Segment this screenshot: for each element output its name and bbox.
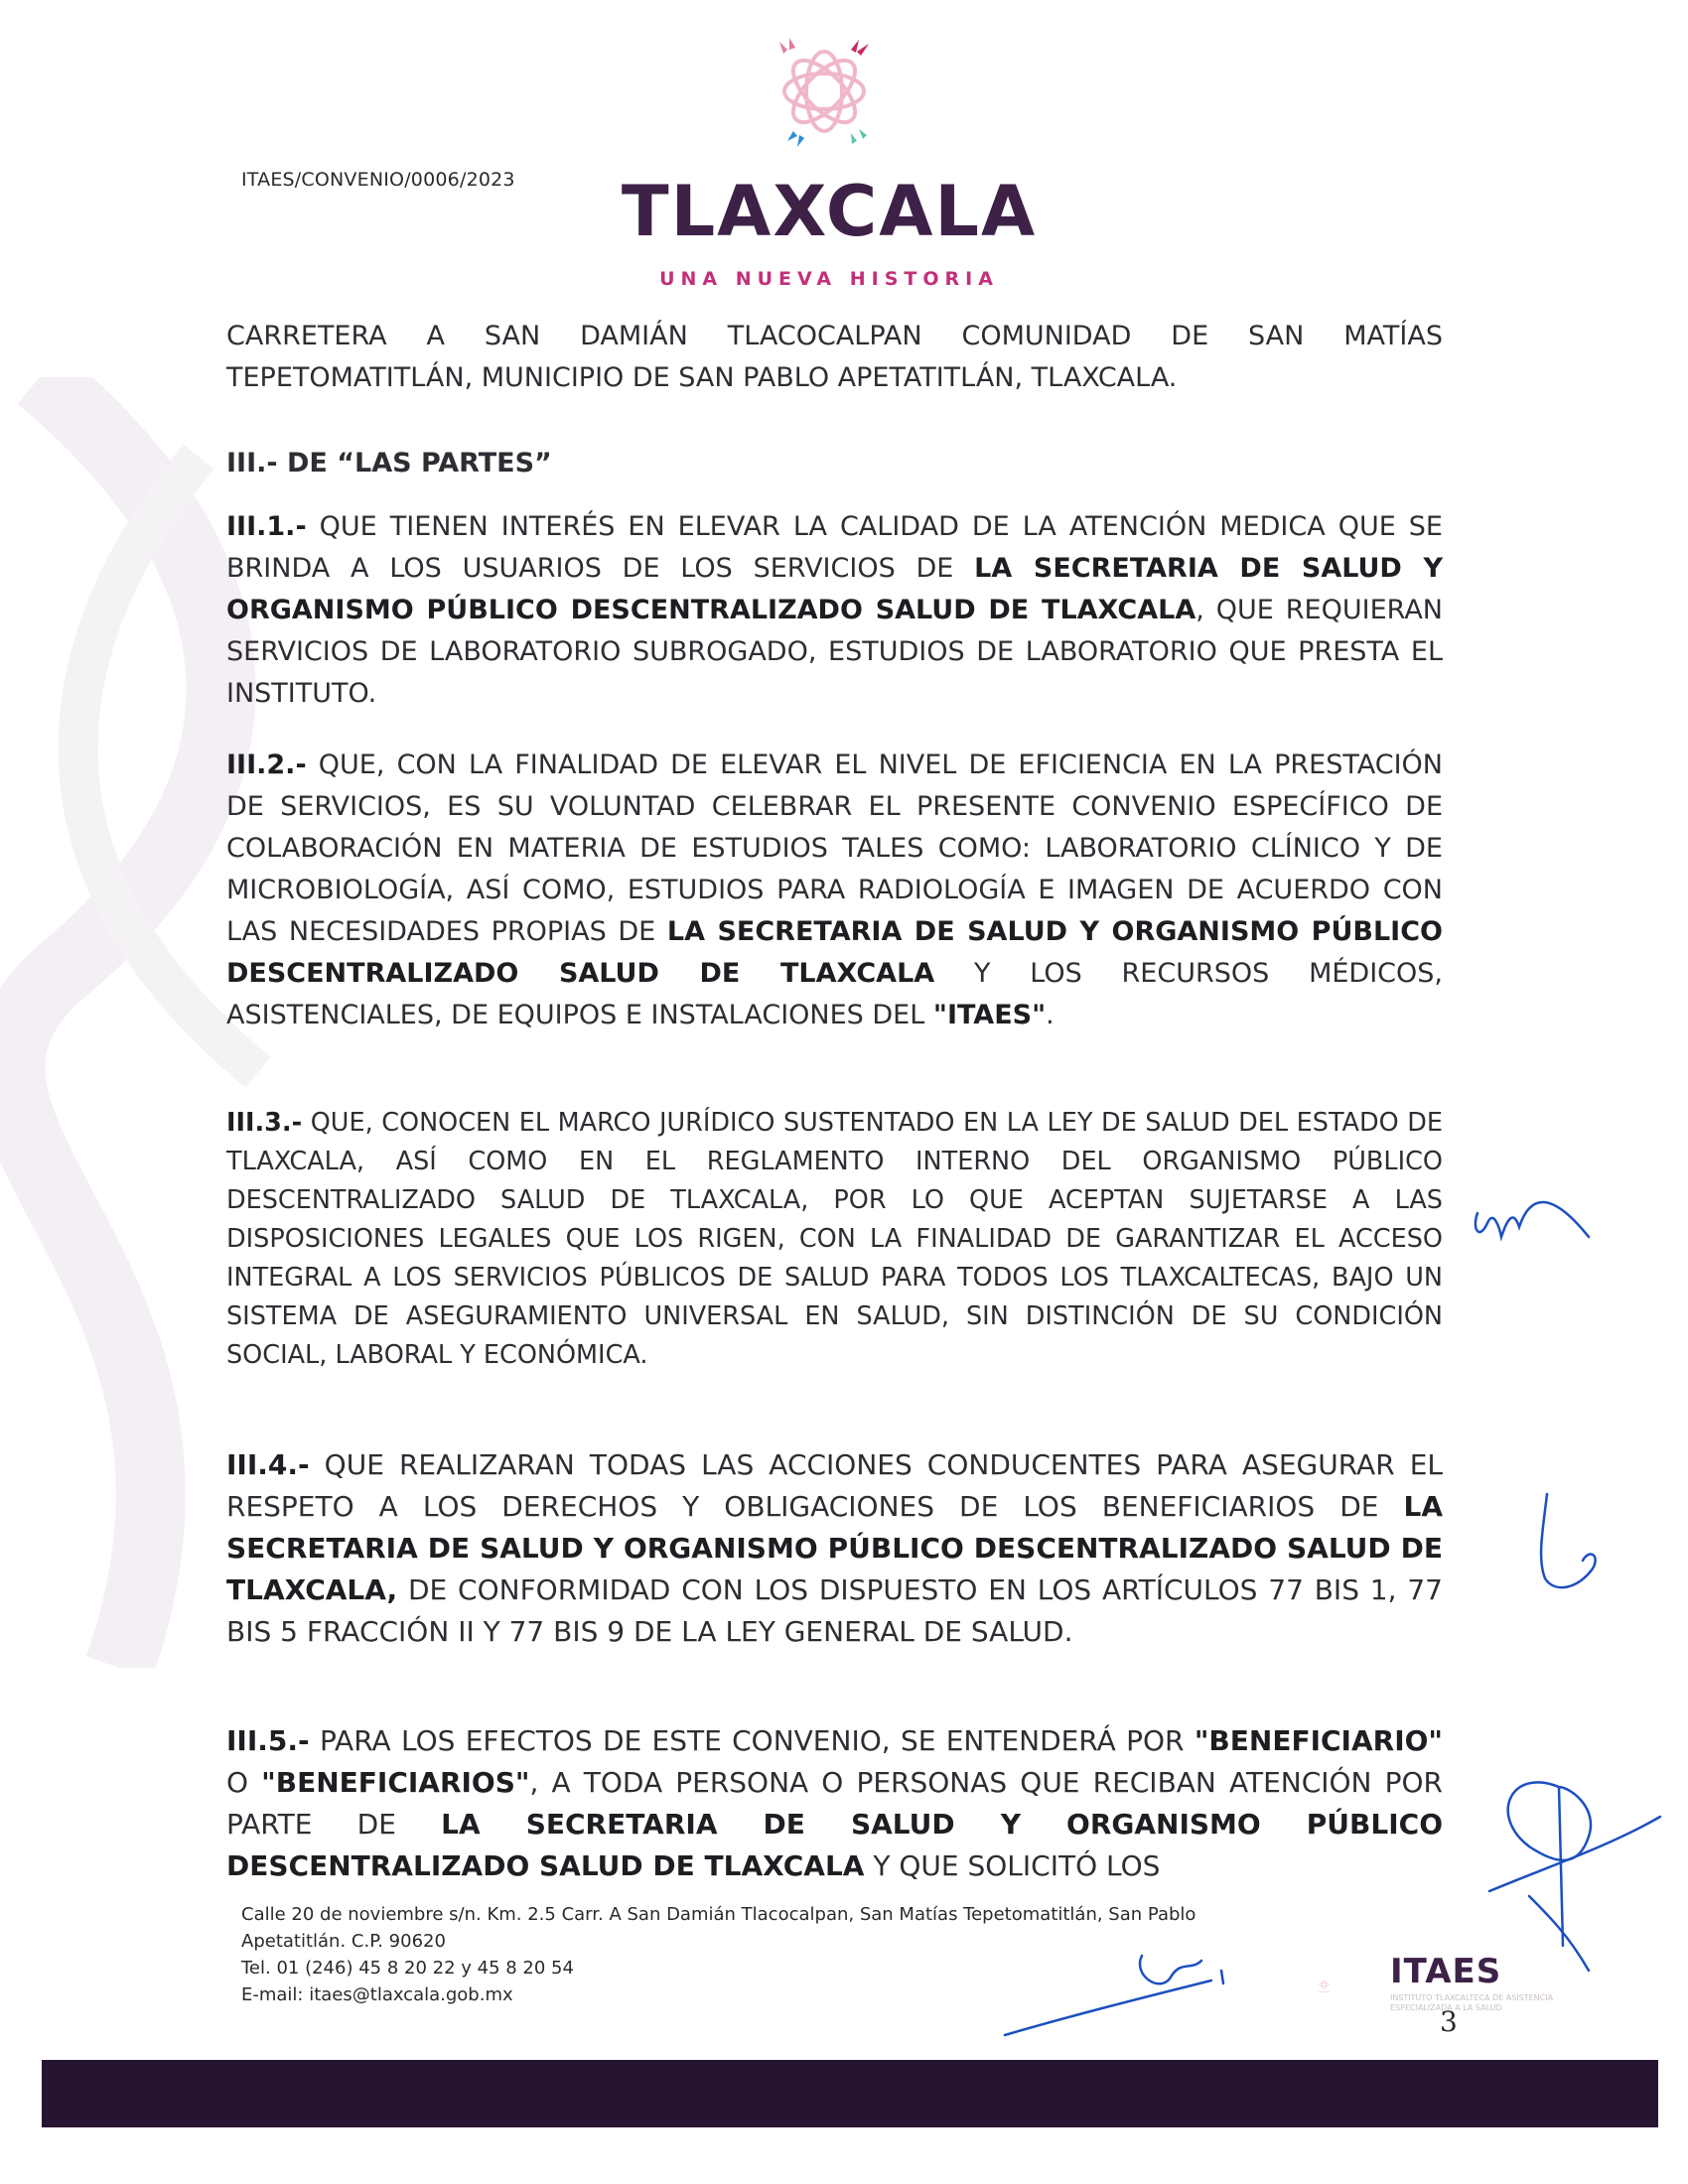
clause-iii-1: III.1.- QUE TIENEN INTERÉS EN ELEVAR LA CALIDAD DE LA ATENCIÓN MEDICA QUE SE BRINDA A LOS USUARIOS DE LOS SERVICIOS DE LA SECRETARIA DE SALUD Y ORGANISMO PÚBLICO DESCENTRALIZADO SALUD DE TLAXCALA, QUE REQUIERAN SERVICIOS DE LABORATORIO SUBROGADO, ESTUDIOS DE LABORATORIO QUE PRESTA EL INSTITUTO.	[226, 511, 1443, 709]
address-paragraph: CARRETERA A SAN DAMIÁN TLACOCALPAN COMUNIDAD DE SAN MATÍAS TEPETOMATITLÁN, MUNICIPIO DE SAN PABLO APETATITLÁN, TLAXCALA.	[226, 321, 1443, 393]
footer-address-line1: Calle 20 de noviembre s/n. Km. 2.5 Carr. A San Damián Tlacocalpan, San Matías Tepetomatitlán, San Pablo	[241, 1904, 1196, 1925]
footer-contact	[241, 1901, 1433, 2008]
itaes-logo-name: ITAES	[1390, 1952, 1502, 1991]
clause-iii-2: III.2.- QUE, CON LA FINALIDAD DE ELEVAR EL NIVEL DE EFICIENCIA EN LA PRESTACIÓN DE SERVICIOS, ES SU VOLUNTAD CELEBRAR EL PRESENTE CONVENIO ESPECÍFICO DE COLABORACIÓN EN MATERIA DE ESTUDIOS TALES COMO: LABORATORIO CLÍNICO Y DE MICROBIOLOGÍA, ASÍ COMO, ESTUDIOS PARA RADIOLOGÍA E IMAGEN DE ACUERDO CON LAS NECESIDADES PROPIAS DE LA SECRETARIA DE SALUD Y ORGANISMO PÚBLICO DESCENTRALIZADO SALUD DE TLAXCALA Y LOS RECURSOS MÉDICOS, ASISTENCIALES, DE EQUIPOS E INSTALACIONES DEL "ITAES".	[226, 750, 1443, 1030]
clause-iii-3: III.3.- QUE, CONOCEN EL MARCO JURÍDICO SUSTENTADO EN LA LEY DE SALUD DEL ESTADO DE TLAXCALA, ASÍ COMO EN EL REGLAMENTO INTERNO DEL ORGANISMO PÚBLICO DESCENTRALIZADO SALUD DE TLAXCALA, POR LO QUE ACEPTAN SUJETARSE A LAS DISPOSICIONES LEGALES QUE LOS RIGEN, CON LA FINALIDAD DE GARANTIZAR EL ACCESO INTEGRAL A LOS SERVICIOS PÚBLICOS DE SALUD PARA TODOS LOS TLAXCALTECAS, BAJO UN SISTEMA DE ASEGURAMIENTO UNIVERSAL EN SALUD, SIN DISTINCIÓN DE SU CONDICIÓN SOCIAL, LABORAL Y ECONÓMICA.	[226, 1108, 1443, 1370]
footer-color-bar	[42, 2060, 1658, 2127]
footer-address-line2: Apetatitlán. C.P. 90620	[241, 1931, 446, 1952]
itaes-flower-icon	[1316, 1951, 1385, 2020]
clause-iii-5: III.5.- PARA LOS EFECTOS DE ESTE CONVENIO, SE ENTENDERÁ POR "BENEFICIARIO" O "BENEFICIARIOS", A TODA PERSONA O PERSONAS QUE RECIBAN ATENCIÓN POR PARTE DE LA SECRETARIA DE SALUD Y ORGANISMO PÚBLICO DESCENTRALIZADO SALUD DE TLAXCALA Y QUE SOLICITÓ LOS	[226, 1724, 1443, 1882]
page-number: 3	[1440, 2005, 1458, 2038]
clause-number: III.2.-	[226, 750, 307, 780]
tlaxcala-logo-title: TLAXCALA	[621, 171, 1038, 252]
section-heading: III.- DE “LAS PARTES”	[226, 448, 552, 478]
tlaxcala-flower-logo-icon	[740, 30, 909, 159]
clause-number: III.1.-	[226, 511, 307, 542]
footer-email: E-mail: itaes@tlaxcala.gob.mx	[241, 1984, 513, 2005]
tlaxcala-logo-subtitle: UNA NUEVA HISTORIA	[659, 268, 999, 290]
footer-phone: Tel. 01 (246) 45 8 20 22 y 45 8 20 54	[241, 1958, 574, 1979]
document-reference: ITAES/CONVENIO/0006/2023	[241, 169, 515, 191]
clause-iii-4: III.4.- QUE REALIZARAN TODAS LAS ACCIONES CONDUCENTES PARA ASEGURAR EL RESPETO A LOS DERECHOS Y OBLIGACIONES DE LOS BENEFICIARIOS DE LA SECRETARIA DE SALUD Y ORGANISMO PÚBLICO DESCENTRALIZADO SALUD DE TLAXCALA, DE CONFORMIDAD CON LOS DISPUESTO EN LOS ARTÍCULOS 77 BIS 1, 77 BIS 5 FRACCIÓN II Y 77 BIS 9 DE LA LEY GENERAL DE SALUD.	[226, 1448, 1443, 1648]
clause-number: III.5.-	[226, 1724, 310, 1757]
clause-number: III.3.-	[226, 1108, 303, 1138]
clause-number: III.4.-	[226, 1448, 310, 1481]
itaes-logo-tagline: INSTITUTO TLAXCALTECA DE ASISTENCIA ESPECIALIZADA A LA SALUD	[1390, 1993, 1554, 2012]
